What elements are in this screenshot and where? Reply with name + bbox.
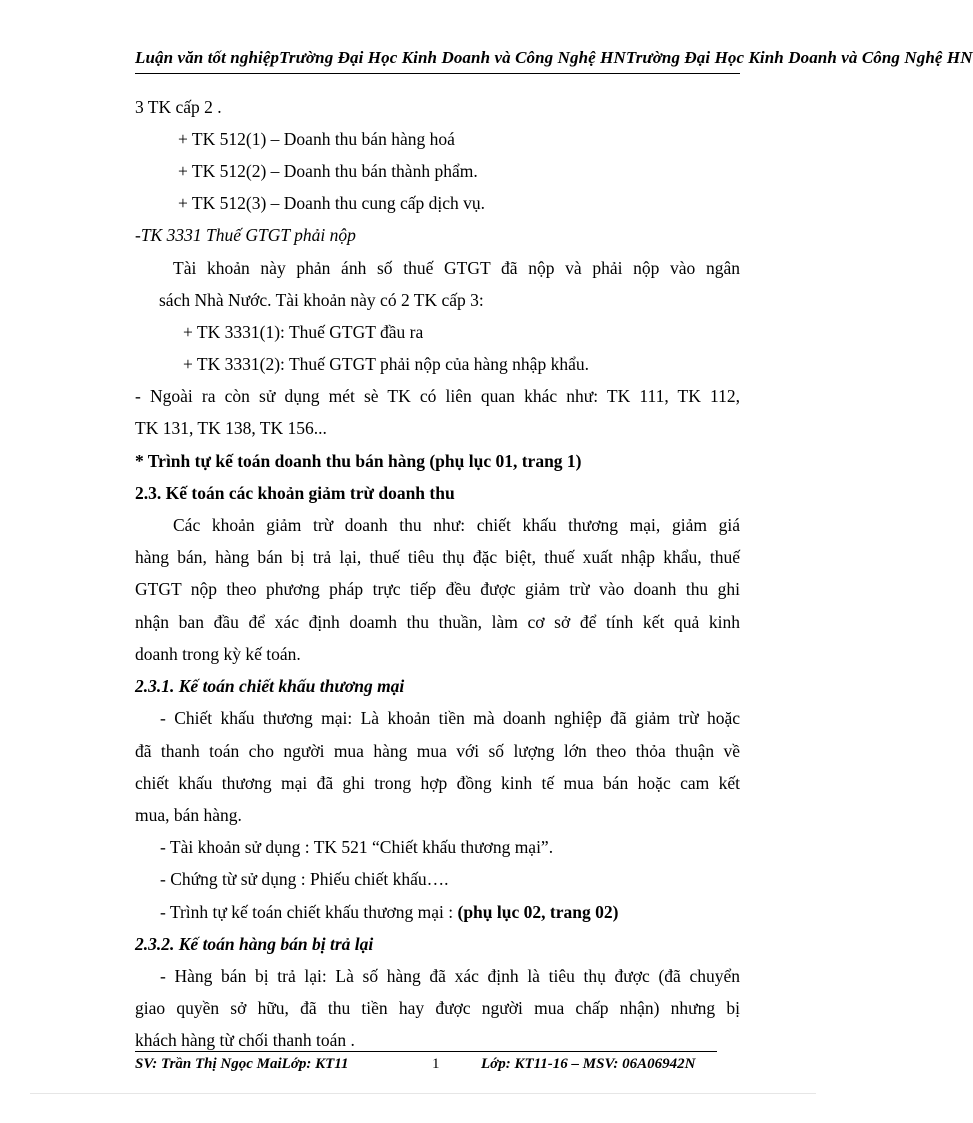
paragraph-line: chiết khấu thương mại đã ghi trong hợp đồng kinh tế mua bán hoặc cam kết xyxy=(135,773,740,793)
footer-student: SV: Trần Thị Ngọc MaiLớp: KT11 xyxy=(135,1056,349,1072)
header-divider xyxy=(135,73,740,74)
subsection-heading: 2.3.1. Kế toán chiết khấu thương mại xyxy=(135,676,405,696)
paragraph-line: - Chứng từ sử dụng : Phiếu chiết khấu…. xyxy=(160,869,449,889)
paragraph-line: - Tài khoản sử dụng : TK 521 “Chiết khấu thương mại”. xyxy=(160,837,554,857)
list-item: + TK 512(1) – Doanh thu bán hàng hoá xyxy=(178,129,455,149)
paragraph-line: - Ngoài ra còn sử dụng mét sè TK có liên quan khác như: TK 111, TK 112, xyxy=(135,386,740,406)
paragraph-line: doanh trong kỳ kế toán. xyxy=(135,644,301,664)
paragraph-line: giao quyền sở hữu, đã thu tiền hay được người mua chấp nhận) nhưng bị xyxy=(135,998,740,1018)
paragraph-line: Tài khoản này phản ánh số thuế GTGT đã nộp và phải nộp vào ngân xyxy=(173,258,740,278)
paragraph-line: GTGT nộp theo phương pháp trực tiếp đều được giảm trừ vào doanh thu ghi xyxy=(135,579,740,599)
paragraph-line: hàng bán, hàng bán bị trả lại, thuế tiêu thụ đặc biệt, thuế xuất nhập khẩu, thuế xyxy=(135,547,740,567)
list-item: + TK 3331(1): Thuế GTGT đầu ra xyxy=(183,322,424,342)
paragraph-line: Các khoản giảm trừ doanh thu như: chiết khấu thương mại, giảm giá xyxy=(173,515,740,535)
footer-divider xyxy=(135,1051,717,1052)
footer-class-id: Lớp: KT11-16 – MSV: 06A06942N xyxy=(481,1056,696,1072)
appendix-reference: (phụ lục 02, trang 02) xyxy=(457,902,619,922)
paragraph-line: - Hàng bán bị trả lại: Là số hàng đã xác định là tiêu thụ được (đã chuyển xyxy=(160,966,740,986)
section-heading: 2.3. Kế toán các khoản giảm trừ doanh thu xyxy=(135,483,455,503)
paragraph-line: đã thanh toán cho người mua hàng mua với số lượng lớn theo thỏa thuận về xyxy=(135,741,740,761)
paragraph-line: - Chiết khấu thương mại: Là khoản tiền mà doanh nghiệp đã giảm trừ hoặc xyxy=(160,708,740,728)
subsection-heading: 2.3.2. Kế toán hàng bán bị trả lại xyxy=(135,934,374,954)
procedure-text: - Trình tự kế toán chiết khấu thương mại : xyxy=(160,902,458,922)
paragraph-line: khách hàng từ chối thanh toán . xyxy=(135,1030,355,1050)
list-item: + TK 512(2) – Doanh thu bán thành phẩm. xyxy=(178,161,478,181)
paragraph-line: nhận ban đầu để xác định doamh thu thuần, làm cơ sở để tính kết quả kinh xyxy=(135,612,740,632)
running-header: Luận văn tốt nghiệpTrường Đại Học Kinh Doanh và Công Nghệ HNTrường Đại Học Kinh Doanh và Công Nghệ HN xyxy=(135,48,973,67)
page-number: 1 xyxy=(432,1056,440,1072)
page-bottom-edge xyxy=(30,1093,816,1094)
body-line: 3 TK cấp 2 . xyxy=(135,97,222,117)
subheading: -TK 3331 Thuế GTGT phải nộp xyxy=(135,225,356,245)
list-item: + TK 3331(2): Thuế GTGT phải nộp của hàng nhập khẩu. xyxy=(183,354,589,374)
paragraph-line: mua, bán hàng. xyxy=(135,805,242,825)
paragraph-line: TK 131, TK 138, TK 156... xyxy=(135,418,327,438)
section-note: * Trình tự kế toán doanh thu bán hàng (phụ lục 01, trang 1) xyxy=(135,451,582,471)
paragraph-line xyxy=(160,901,618,923)
paragraph-line: sách Nhà Nước. Tài khoản này có 2 TK cấp 3: xyxy=(159,290,484,310)
list-item: + TK 512(3) – Doanh thu cung cấp dịch vụ. xyxy=(178,193,485,213)
